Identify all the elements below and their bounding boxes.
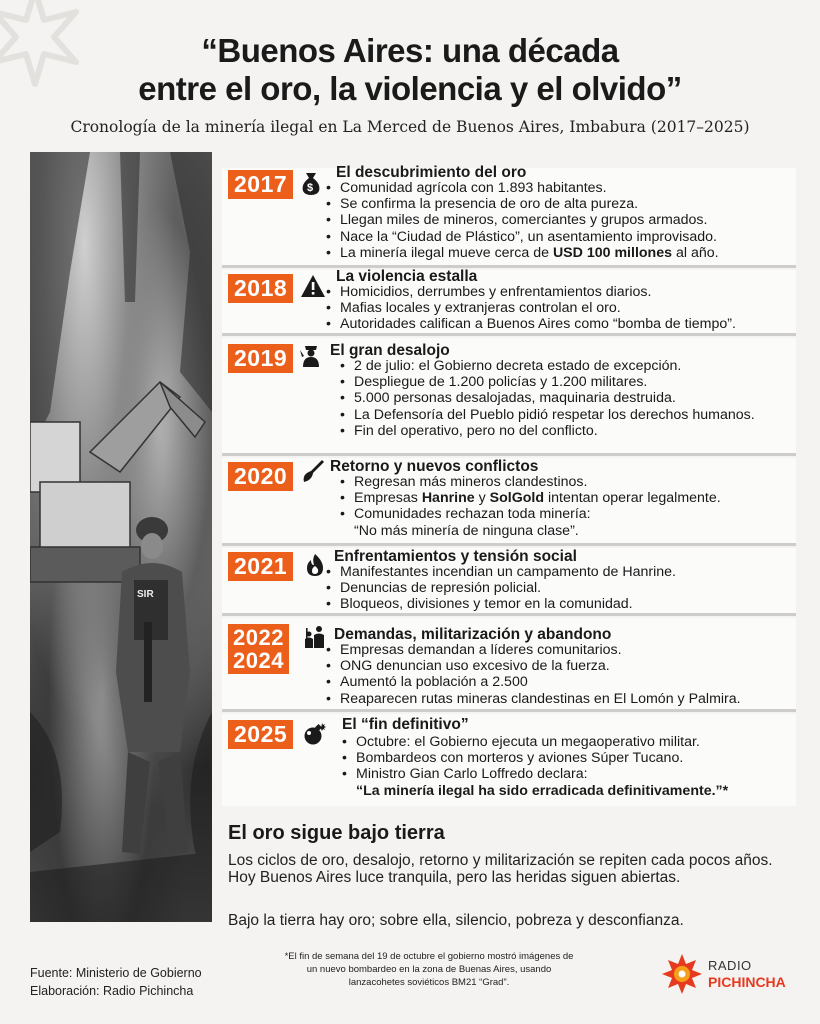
bullet-item: • Mafias locales y extranjeras controlan el oro.	[326, 300, 736, 316]
row-divider	[222, 543, 796, 546]
row-heading: El “fin definitivo”	[342, 716, 469, 733]
bullet-item: • Octubre: el Gobierno ejecuta un megaoperativo militar.	[342, 734, 728, 750]
year-badge: 2022 2024	[228, 624, 289, 674]
timeline-row-2018	[222, 270, 796, 336]
bullet-item: • Empresas Hanrine y SolGold intentan operar legalmente.	[340, 490, 721, 506]
police-officer-icon	[298, 342, 324, 368]
bullet-list	[340, 474, 721, 539]
money-bag-icon	[298, 170, 324, 196]
bullet-continuation: “No más minería de ninguna clase”.	[354, 522, 579, 539]
source-line: Fuente: Ministerio de Gobierno	[30, 966, 202, 980]
bullet-item: • Comunidades rechazan toda minería:	[340, 506, 721, 522]
svg-text:SIR: SIR	[137, 589, 154, 600]
row-divider	[222, 453, 796, 456]
bomb-icon	[302, 720, 328, 746]
bullet-item: • Llegan miles de mineros, comerciantes y grupos armados.	[326, 212, 719, 228]
row-divider	[222, 265, 796, 268]
bullet-item: • Fin del operativo, pero no del conflicto.	[340, 423, 755, 439]
year-badge: 2017	[228, 170, 293, 199]
fire-icon	[302, 552, 328, 578]
bullet-item: • La Defensoría del Pueblo pidió respetar los derechos humanos.	[340, 407, 755, 423]
bullet-item: • Ministro Gian Carlo Loffredo declara:	[342, 766, 728, 782]
bullet-item: • Comunidad agrícola con 1.893 habitantes.	[326, 180, 719, 196]
closing-paragraph: Los ciclos de oro, desalojo, retorno y militarización se repiten cada pocos años. Hoy Buenos Aires luce tranquila, pero las heridas siguen abiertas.	[228, 852, 773, 886]
bullet-item: • Bombardeos con morteros y aviones Súper Tucano.	[342, 750, 728, 766]
row-heading: Enfrentamientos y tensión social	[334, 548, 577, 565]
year-badge: 2018	[228, 274, 293, 303]
source-credits	[30, 964, 202, 1000]
radio-brand	[708, 958, 786, 990]
bullet-item: • Bloqueos, divisiones y temor en la comunidad.	[326, 596, 676, 612]
credit-line: Elaboración: Radio Pichincha	[30, 984, 194, 998]
bullet-item: • ONG denuncian uso excesivo de la fuerza.	[326, 658, 741, 674]
bullet-item: • Reaparecen rutas mineras clandestinas en El Lomón y Palmira.	[326, 691, 741, 707]
shovel-icon	[300, 458, 326, 484]
bullet-item: • Nace la “Ciudad de Plástico”, un asentamiento improvisado.	[326, 229, 719, 245]
row-heading: Retorno y nuevos conflictos	[330, 458, 539, 475]
bullet-item: • Regresan más mineros clandestinos.	[340, 474, 721, 490]
timeline-row-2019	[222, 338, 796, 456]
bullet-list	[326, 642, 741, 707]
bullet-item: • Despliegue de 1.200 policías y 1.200 militares.	[340, 374, 755, 390]
bullet-item: • Homicidios, derrumbes y enfrentamientos diarios.	[326, 284, 736, 300]
row-heading: La violencia estalla	[336, 268, 478, 285]
closing-paragraph: Bajo la tierra hay oro; sobre ella, silencio, pobreza y desconfianza.	[228, 912, 684, 929]
brand-line-2: PICHINCHA	[708, 974, 786, 990]
bullet-item: • Se confirma la presencia de oro de alta pureza.	[326, 196, 719, 212]
timeline-row-2025	[222, 714, 796, 806]
bullet-item: • Denuncias de represión policial.	[326, 580, 676, 596]
footnote: *El fin de semana del 19 de octubre el gobierno mostró imágenes de un nuevo bombardeo en la zona de Buenas Aires, usando lanzacohetes soviéticos BM21 “Grad”.	[284, 951, 574, 988]
bullet-item: • La minería ilegal mueve cerca de USD 100 millones al año.	[326, 245, 719, 261]
warning-icon	[300, 273, 326, 299]
year-badge: 2021	[228, 552, 293, 581]
bullet-item: • 2 de julio: el Gobierno decreta estado de excepción.	[340, 358, 755, 374]
year-badge: 2025	[228, 720, 293, 749]
soldier-photo	[30, 152, 212, 922]
year-badge: 2019	[228, 344, 293, 373]
timeline-row-2021	[222, 548, 796, 616]
row-divider	[222, 709, 796, 712]
row-divider	[222, 333, 796, 336]
bullet-item: • Autoridades califican a Buenos Aires como “bomba de tiempo”.	[326, 316, 736, 332]
page-title: “Buenos Aires: una década entre el oro, la violencia y el olvido”	[138, 32, 682, 107]
year-badge: 2020	[228, 462, 293, 491]
bullet-item: • Aumentó la población a 2.500	[326, 674, 741, 690]
page-subtitle: Cronología de la minería ilegal en La Merced de Buenos Aires, Imbabura (2017–2025)	[70, 118, 750, 136]
bullet-list	[326, 564, 676, 613]
bullet-item: • Empresas demandan a líderes comunitarios.	[326, 642, 741, 658]
row-heading: El descubrimiento del oro	[336, 164, 527, 181]
bullet-list	[326, 284, 736, 333]
timeline-row-2020	[222, 458, 796, 546]
soldiers-icon	[302, 624, 328, 650]
bullet-item: • 5.000 personas desalojadas, maquinaria destruida.	[340, 390, 755, 406]
bullet-list	[326, 180, 719, 261]
timeline-row-2022-2024	[222, 618, 796, 712]
row-heading: Demandas, militarización y abandono	[334, 626, 612, 643]
brand-line-1: RADIO	[708, 958, 752, 973]
svg-text:$: $	[307, 182, 314, 194]
closing-heading: El oro sigue bajo tierra	[228, 822, 445, 844]
radio-pichincha-logo-icon	[660, 952, 704, 996]
row-heading: El gran desalojo	[330, 342, 450, 359]
row-divider	[222, 613, 796, 616]
timeline-row-2017	[222, 164, 796, 268]
minister-quote: “La minería ilegal ha sido erradicada definitivamente.”*	[356, 782, 729, 799]
bullet-list	[340, 358, 755, 439]
bullet-list	[342, 734, 728, 799]
bullet-item: • Manifestantes incendian un campamento de Hanrine.	[326, 564, 676, 580]
